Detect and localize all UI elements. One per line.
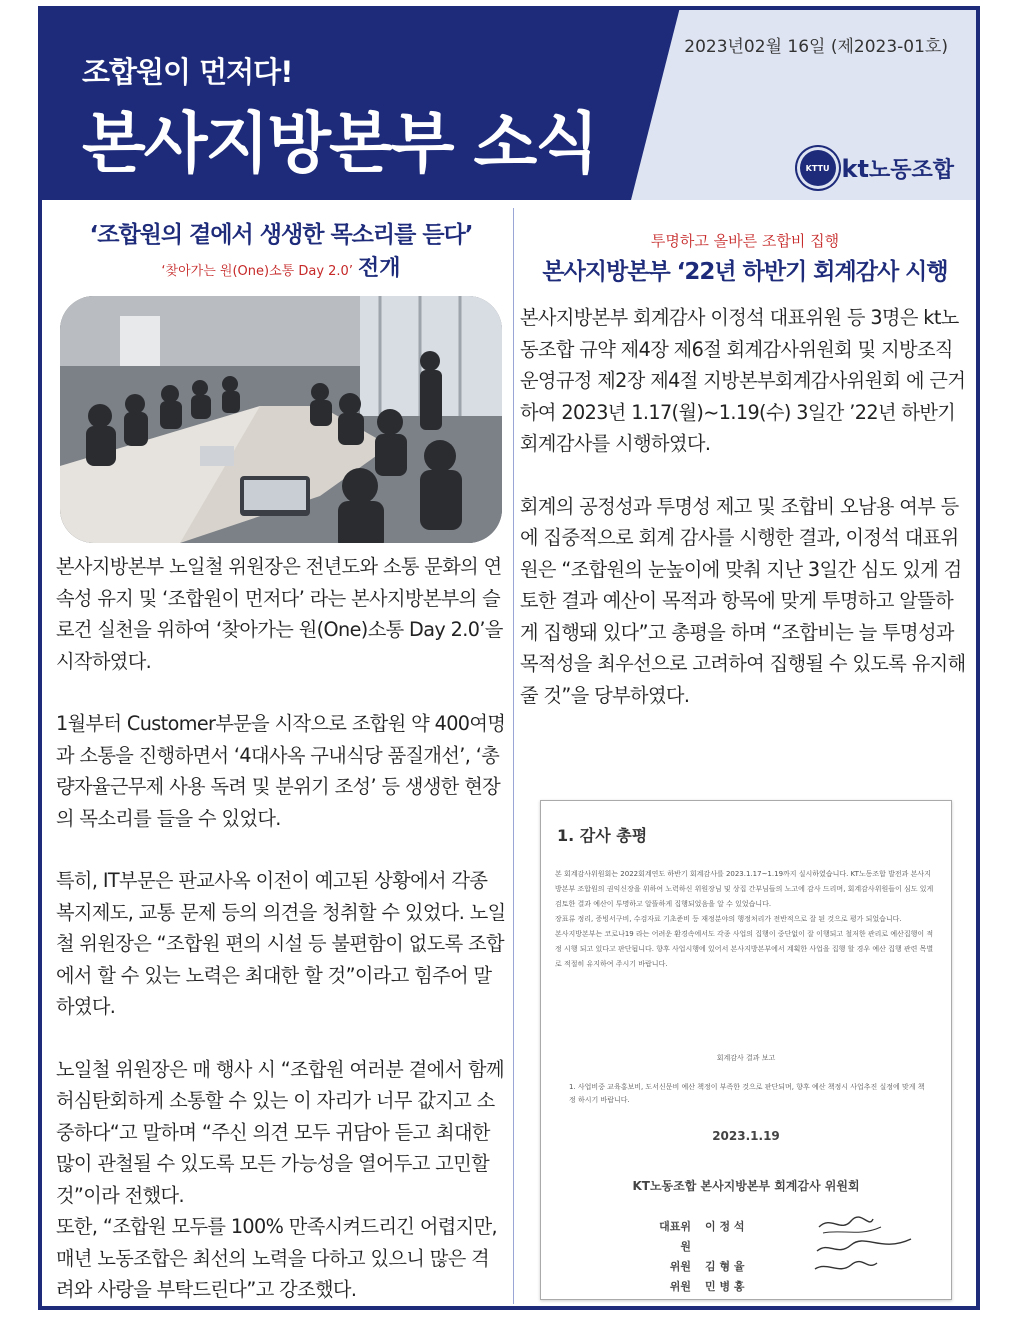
left-paragraph: 노일철 위원장은 매 행사 시 “조합원 여러분 곁에서 함께 허심탄회하게 소통할 수 있는 이 자리가 너무 값지고 소중하다“고 말하며 “주신 의견 모두 귀담아 듣고 최대한 많이 관철될 수 있도록 모든 가능성을 열어두고 고민할 것”이라 전했다. xyxy=(56,1057,504,1207)
left-paragraph: 1월부터 Customer부문을 시작으로 조합원 약 400여명과 소통을 진행하면서 ‘4대사옥 구내식당 품질개선’, ‘총량자율근무제 사용 독려 및 분위기 조성’ 등 생생한 현장의 목소리를 들을 수 있었다. xyxy=(56,712,506,830)
signatory-name: 민 병 홍 xyxy=(705,1280,745,1293)
left-paragraph: 또한, “조합원 모두를 100% 만족시켜드리긴 어렵지만, 매년 노동조합은 최선의 노력을 다하고 있으니 많은 격려와 사랑을 부탁드린다”고 강조했다. xyxy=(56,1215,498,1301)
signatory-role: 위원 xyxy=(669,1260,691,1273)
left-article-body xyxy=(56,551,506,1306)
report-org: KT노동조합 본사지방본부 회계감사 위원회 xyxy=(632,1179,860,1193)
left-article-subtitle xyxy=(56,251,506,282)
right-article-kicker: 투명하고 올바른 조합비 집행 xyxy=(650,232,840,250)
left-article-subtitle-event: ‘찾아가는 원(One)소통 Day 2.0’ xyxy=(161,264,353,279)
right-article-title: 본사지방본부 ‘22년 하반기 회계감사 시행 xyxy=(542,259,948,285)
report-subheading: 회계감사 결과 보고 xyxy=(716,1054,776,1062)
left-article xyxy=(56,210,506,1306)
signatory-role: 대표위원 xyxy=(659,1220,691,1253)
masthead xyxy=(42,10,976,200)
signatory-row xyxy=(651,1217,745,1257)
right-article xyxy=(520,210,970,1293)
handwritten-signatures xyxy=(811,1211,921,1281)
signatory-role: 위원 xyxy=(669,1280,691,1293)
right-paragraph: 본사지방본부 회계감사 이정석 대표위원 등 3명은 kt노동조합 규약 제4장 제6절 회계감사위원회 및 지방조직운영규정 제2장 제4절 지방본부회계감사위원회 에 근거하여 2023년 1.17(월)~1.19(수) 3일간 ’22년 하반기 회계감사를 시행하였다. xyxy=(520,306,966,455)
audit-report-scan xyxy=(540,800,952,1300)
report-body-line: 장표류 정리, 증빙서구비, 수검자료 기초준비 등 재정분야의 행정처리가 전반적으로 잘 된 것으로 평가 되었습니다. xyxy=(555,915,902,923)
logo-kt: kt xyxy=(841,154,869,183)
right-paragraph: 회계의 공정성과 투명성 제고 및 조합비 오남용 여부 등에 집중적으로 회계 감사를 시행한 결과, 이정석 대표위원은 “조합원의 눈높이에 맞춰 지난 3일간 심도 있게 검토한 결과 예산이 목적과 항목에 맞게 투명하고 알뜰하게 집행돼 있다”고 총평을 하며 “조합비는 늘 투명성과 목적성을 최우선으로 고려하여 집행될 수 있도록 유지해 줄 것”을 당부하였다. xyxy=(520,494,966,707)
left-paragraph: 특히, IT부문은 판교사옥 이전이 예고된 상황에서 각종 복지제도, 교통 문제 등의 의견을 청취할 수 있었다. 노일철 위원장은 “조합원 편의 시설 등 불편함이 없도록 조합에서 할 수 있는 노력은 최대한 할 것”이라고 힘주어 말하였다. xyxy=(56,869,506,1018)
meeting-photo-illustration xyxy=(60,296,502,543)
right-article-body xyxy=(520,302,970,711)
issue-date: 2023년02월 16일 (제2023-01호) xyxy=(684,37,948,57)
left-article-title: ‘조합원의 곁에서 생생한 목소리를 듣다’ xyxy=(89,222,473,248)
union-emblem-icon: KTTU xyxy=(800,150,836,186)
report-body-line: 본사지방본부는 코로나19 라는 어려운 환경속에서도 각종 사업의 집행이 중단없이 잘 이행되고 철저한 관리로 예산집행이 적정 시행 되고 있다고 판단됩니다. 향후 사업시행에 있어서 본사지방본부에서 계획한 사업을 집행 할 경우 예산 집행 관련 목별로 적절히 유지하여 주시기 바랍니다. xyxy=(555,930,934,968)
left-paragraph: 본사지방본부 노일철 위원장은 전년도와 소통 문화의 연속성 유지 및 ‘조합원이 먼저다’ 라는 본사지방본부의 슬로건 실천을 위하여 ‘찾아가는 원(One)소통 Day 2.0’을 시작하였다. xyxy=(56,555,503,673)
report-date: 2023.1.19 xyxy=(712,1129,780,1143)
report-body-line: 본 회계감사위원회는 2022회계연도 하반기 회계감사를 2023.1.17~1.19까지 실시하였습니다. KT노동조합 발전과 본사지방본부 조합원의 권익신장을 위하여 노력하신 위원장님 및 상집 간부님들의 노고에 감사 드리며, 회계감사위원들이 심도 있게 검토한 결과 예산이 투명하고 알뜰하게 집행되었음을 알 수 있었습니다. xyxy=(555,870,934,908)
signatory-name: 김 형 율 xyxy=(705,1260,745,1273)
report-body xyxy=(555,867,935,972)
signatory-row xyxy=(651,1277,745,1297)
masthead-title: 본사지방본부 소식 xyxy=(82,105,598,182)
newsletter-frame xyxy=(38,6,980,1310)
masthead-subtitle: 조합원이 먼저다! xyxy=(82,55,293,89)
meeting-photo xyxy=(60,296,502,543)
signatory-row xyxy=(651,1257,745,1277)
logo-text: 노동조합 xyxy=(868,157,954,183)
report-item: 1. 사업비중 교육홍보비, 도서신문비 예산 책정이 부족한 것으로 판단되며, 향후 예산 책정시 사업추진 실정에 맞게 책정 하시기 바랍니다. xyxy=(569,1083,925,1104)
signatory-name: 이 정 석 xyxy=(705,1220,745,1233)
report-heading: 1. 감사 총평 xyxy=(557,826,648,845)
union-logo xyxy=(800,150,954,186)
left-article-subtitle-verb: 전개 xyxy=(358,256,401,281)
report-signatories xyxy=(651,1217,745,1297)
column-divider xyxy=(513,208,514,1304)
